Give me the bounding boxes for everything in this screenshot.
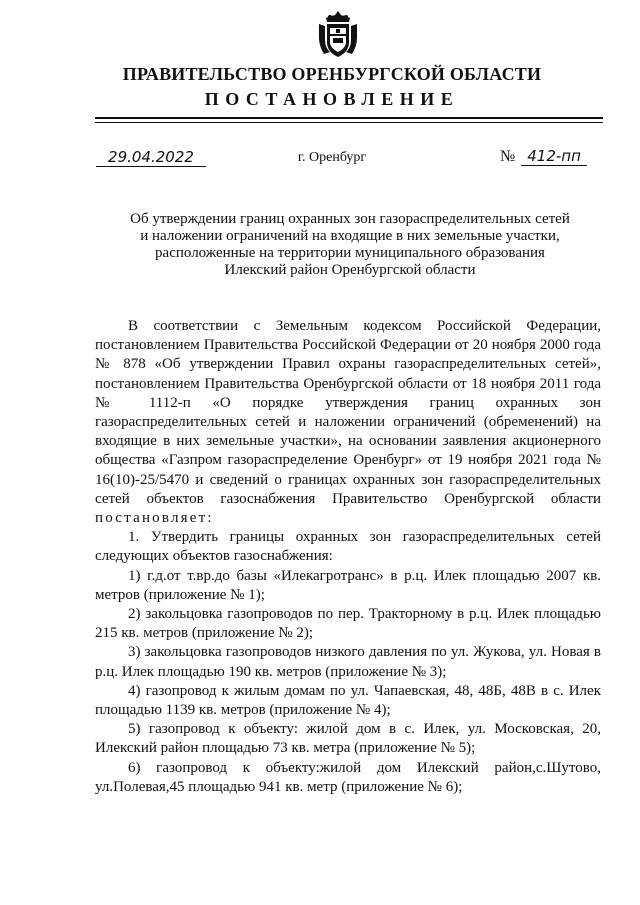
government-title: ПРАВИТЕЛЬСТВО ОРЕНБУРГСКОЙ ОБЛАСТИ	[122, 64, 542, 84]
preamble-text: В соответствии с Земельным кодексом Российской Федерации, постановлением Правительства Российской Федерации от 20 ноября 2000 года № 878 «Об утверждении Правил охраны газораспределительных сетей», постановлением Правительства Оренбургской области от 18 ноября 2011 года № 1112-п «О порядке утверждения границ охранных зон газораспределительных сетей и наложении ограничений (обременений) на входящие в них земельные участки», на основании заявления акционерного общества «Газпром газораспределение Оренбург» от 19 ноября 2021 года № 16(10)-25/5470 и сведений о границах охранных зон газораспределительных сетей объектов газоснабжения Правительство Оренбургской области	[95, 318, 601, 507]
subject-line: Об утверждении границ охранных зон газораспределительных сетей	[130, 211, 570, 227]
document-number-field	[500, 147, 592, 166]
list-item: 1) г.д.от т.вр.до базы «Илекагротранс» в р.ц. Илек площадью 2007 кв. метров (приложение № 1);	[95, 567, 601, 603]
document-subject	[120, 211, 580, 279]
list-item: 4) газопровод к жилым домам по ул. Чапаевская, 48, 48Б, 48В в с. Илек площадью 1139 кв. метров (приложение № 4);	[95, 682, 601, 719]
subject-line: расположенные на территории муниципального образования	[155, 245, 545, 261]
preamble-paragraph	[95, 317, 601, 528]
document-place: г. Оренбург	[297, 150, 367, 165]
header-rule-thick	[95, 117, 603, 119]
list-item: 3) закольцовка газопроводов низкого давления по ул. Жукова, ул. Новая в р.ц. Илек площадью 190 кв. метров (приложение № 3);	[95, 644, 601, 680]
document-type-title: ПОСТАНОВЛЕНИЕ	[204, 89, 460, 109]
list-item: 6) газопровод к объекту:жилой дом Илекский район,с.Шутово, ул.Полевая,45 площадью 941 кв. метр (приложение № 6);	[95, 759, 601, 795]
document-body	[95, 317, 601, 797]
document-number: 412-пп	[521, 147, 587, 166]
resolves-word: постановляет:	[95, 510, 214, 527]
list-item: 5) газопровод к объекту: жилой дом в с. Илек, ул. Московская, 20, Илекский район площадью 73 кв. метра (приложение № 5);	[95, 721, 601, 757]
list-item: 1. Утвердить границы охранных зон газораспределительных сетей следующих объектов газоснабжения:	[95, 529, 601, 565]
number-sign: №	[500, 148, 516, 165]
document-date: 29.04.2022	[108, 148, 194, 166]
subject-line: Илекский район Оренбургской области	[224, 262, 476, 278]
list-item: 2) закольцовка газопроводов по пер. Тракторному в р.ц. Илек площадью 215 кв. метров (приложение № 2);	[95, 606, 601, 642]
subject-line: и наложении ограничений на входящие в них земельные участки,	[140, 228, 560, 244]
coat-of-arms-emblem	[316, 10, 360, 60]
header-rule-thin	[95, 122, 603, 123]
